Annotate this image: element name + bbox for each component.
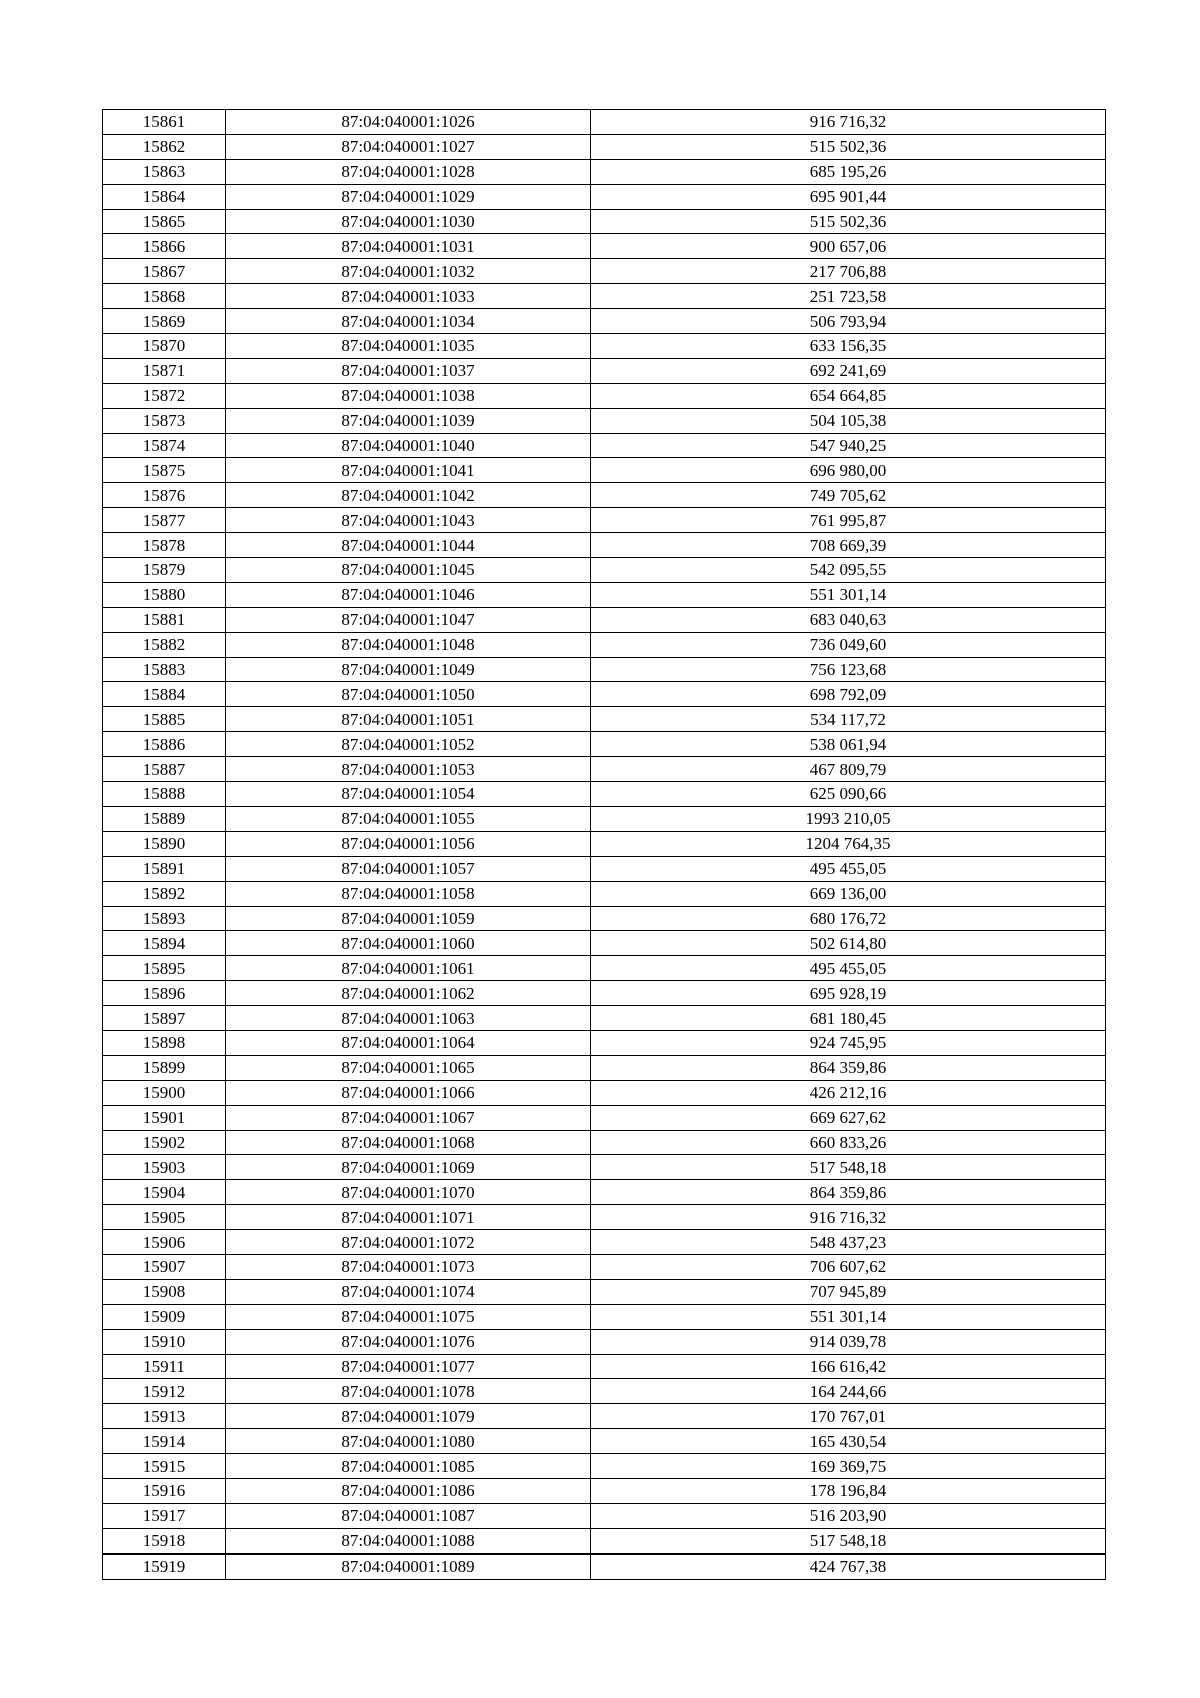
cadastral-value-cell: 534 117,72	[591, 707, 1106, 732]
row-number-cell: 15875	[103, 458, 226, 483]
row-number-cell: 15863	[103, 159, 226, 184]
row-number-cell: 15883	[103, 657, 226, 682]
cadastral-number-cell: 87:04:040001:1043	[226, 508, 591, 533]
row-number-cell: 15895	[103, 956, 226, 981]
cadastral-value-cell: 178 196,84	[591, 1478, 1106, 1503]
cadastral-value-cell: 517 548,18	[591, 1528, 1106, 1553]
table-row	[103, 1379, 1106, 1404]
table-row	[103, 184, 1106, 209]
cadastral-value-cell: 761 995,87	[591, 508, 1106, 533]
table-row	[103, 1055, 1106, 1080]
cadastral-number-cell: 87:04:040001:1060	[226, 931, 591, 956]
cadastral-number-cell: 87:04:040001:1089	[226, 1554, 591, 1579]
cadastral-value-cell: 515 502,36	[591, 209, 1106, 234]
cadastral-value-cell: 669 627,62	[591, 1105, 1106, 1130]
cadastral-value-cell: 707 945,89	[591, 1279, 1106, 1304]
cadastral-number-cell: 87:04:040001:1042	[226, 483, 591, 508]
cadastral-value-cell: 1204 764,35	[591, 831, 1106, 856]
cadastral-value-cell: 517 548,18	[591, 1155, 1106, 1180]
cadastral-value-cell: 706 607,62	[591, 1254, 1106, 1279]
cadastral-number-cell: 87:04:040001:1076	[226, 1329, 591, 1354]
table-row	[103, 582, 1106, 607]
table-row	[103, 831, 1106, 856]
table-row	[103, 1354, 1106, 1379]
cadastral-value-cell: 695 901,44	[591, 184, 1106, 209]
table-row	[103, 1454, 1106, 1479]
cadastral-value-cell: 708 669,39	[591, 533, 1106, 558]
table-row	[103, 1254, 1106, 1279]
row-number-cell: 15877	[103, 508, 226, 533]
row-number-cell: 15893	[103, 906, 226, 931]
row-number-cell: 15904	[103, 1180, 226, 1205]
table-row	[103, 110, 1106, 135]
table-row	[103, 234, 1106, 259]
cadastral-value-cell: 516 203,90	[591, 1503, 1106, 1528]
cadastral-number-cell: 87:04:040001:1066	[226, 1080, 591, 1105]
row-number-cell: 15907	[103, 1254, 226, 1279]
cadastral-number-cell: 87:04:040001:1053	[226, 757, 591, 782]
cadastral-value-cell: 251 723,58	[591, 284, 1106, 309]
cadastral-number-cell: 87:04:040001:1040	[226, 433, 591, 458]
cadastral-value-cell: 669 136,00	[591, 881, 1106, 906]
row-number-cell: 15906	[103, 1230, 226, 1255]
row-number-cell: 15917	[103, 1503, 226, 1528]
cadastral-number-cell: 87:04:040001:1032	[226, 259, 591, 284]
row-number-cell: 15890	[103, 831, 226, 856]
cadastral-number-cell: 87:04:040001:1031	[226, 234, 591, 259]
cadastral-number-cell: 87:04:040001:1064	[226, 1030, 591, 1055]
cadastral-number-cell: 87:04:040001:1071	[226, 1205, 591, 1230]
cadastral-value-cell: 914 039,78	[591, 1329, 1106, 1354]
cadastral-value-cell: 756 123,68	[591, 657, 1106, 682]
row-number-cell: 15898	[103, 1030, 226, 1055]
table-row	[103, 806, 1106, 831]
cadastral-value-cell: 164 244,66	[591, 1379, 1106, 1404]
row-number-cell: 15865	[103, 209, 226, 234]
cadastral-value-cell: 217 706,88	[591, 259, 1106, 284]
cadastral-number-cell: 87:04:040001:1086	[226, 1478, 591, 1503]
cadastral-number-cell: 87:04:040001:1079	[226, 1404, 591, 1429]
row-number-cell: 15901	[103, 1105, 226, 1130]
cadastral-value-cell: 625 090,66	[591, 782, 1106, 807]
cadastral-number-cell: 87:04:040001:1055	[226, 806, 591, 831]
table-row	[103, 358, 1106, 383]
row-number-cell: 15879	[103, 558, 226, 583]
table-row	[103, 981, 1106, 1006]
cadastral-number-cell: 87:04:040001:1041	[226, 458, 591, 483]
cadastral-value-cell: 538 061,94	[591, 732, 1106, 757]
table-row	[103, 782, 1106, 807]
cadastral-number-cell: 87:04:040001:1062	[226, 981, 591, 1006]
cadastral-number-cell: 87:04:040001:1035	[226, 334, 591, 359]
row-number-cell: 15894	[103, 931, 226, 956]
table-body	[103, 110, 1106, 1580]
row-number-cell: 15888	[103, 782, 226, 807]
cadastral-value-cell: 633 156,35	[591, 334, 1106, 359]
cadastral-value-cell: 495 455,05	[591, 856, 1106, 881]
row-number-cell: 15882	[103, 632, 226, 657]
table-row	[103, 1230, 1106, 1255]
cadastral-value-cell: 685 195,26	[591, 159, 1106, 184]
cadastral-value-cell: 916 716,32	[591, 1205, 1106, 1230]
table-row	[103, 1554, 1106, 1579]
table-row	[103, 682, 1106, 707]
cadastral-value-cell: 495 455,05	[591, 956, 1106, 981]
cadastral-number-cell: 87:04:040001:1072	[226, 1230, 591, 1255]
row-number-cell: 15908	[103, 1279, 226, 1304]
cadastral-number-cell: 87:04:040001:1085	[226, 1454, 591, 1479]
table-row	[103, 881, 1106, 906]
cadastral-number-cell: 87:04:040001:1061	[226, 956, 591, 981]
cadastral-value-cell: 504 105,38	[591, 408, 1106, 433]
cadastral-value-cell: 924 745,95	[591, 1030, 1106, 1055]
row-number-cell: 15862	[103, 134, 226, 159]
table-row	[103, 1329, 1106, 1354]
cadastral-value-cell: 696 980,00	[591, 458, 1106, 483]
row-number-cell: 15880	[103, 582, 226, 607]
cadastral-value-cell: 502 614,80	[591, 931, 1106, 956]
table-row	[103, 607, 1106, 632]
row-number-cell: 15869	[103, 309, 226, 334]
row-number-cell: 15899	[103, 1055, 226, 1080]
cadastral-value-cell: 169 369,75	[591, 1454, 1106, 1479]
row-number-cell: 15876	[103, 483, 226, 508]
cadastral-number-cell: 87:04:040001:1063	[226, 1006, 591, 1031]
row-number-cell: 15891	[103, 856, 226, 881]
table-row	[103, 757, 1106, 782]
cadastral-value-cell: 506 793,94	[591, 309, 1106, 334]
cadastral-value-cell: 467 809,79	[591, 757, 1106, 782]
table-row	[103, 1205, 1106, 1230]
cadastral-number-cell: 87:04:040001:1057	[226, 856, 591, 881]
cadastral-value-cell: 165 430,54	[591, 1429, 1106, 1454]
row-number-cell: 15871	[103, 358, 226, 383]
cadastral-value-cell: 660 833,26	[591, 1130, 1106, 1155]
table-row	[103, 134, 1106, 159]
row-number-cell: 15912	[103, 1379, 226, 1404]
table-row	[103, 483, 1106, 508]
table-row	[103, 1528, 1106, 1553]
table-row	[103, 1080, 1106, 1105]
table-row	[103, 159, 1106, 184]
cadastral-number-cell: 87:04:040001:1074	[226, 1279, 591, 1304]
cadastral-value-cell: 698 792,09	[591, 682, 1106, 707]
row-number-cell: 15866	[103, 234, 226, 259]
table-row	[103, 408, 1106, 433]
row-number-cell: 15911	[103, 1354, 226, 1379]
cadastral-value-cell: 900 657,06	[591, 234, 1106, 259]
table-row	[103, 657, 1106, 682]
row-number-cell: 15874	[103, 433, 226, 458]
cadastral-value-cell: 547 940,25	[591, 433, 1106, 458]
row-number-cell: 15914	[103, 1429, 226, 1454]
cadastral-number-cell: 87:04:040001:1049	[226, 657, 591, 682]
cadastral-number-cell: 87:04:040001:1048	[226, 632, 591, 657]
table-row	[103, 1006, 1106, 1031]
cadastral-number-cell: 87:04:040001:1044	[226, 533, 591, 558]
cadastral-number-cell: 87:04:040001:1029	[226, 184, 591, 209]
table-row	[103, 1279, 1106, 1304]
cadastral-number-cell: 87:04:040001:1065	[226, 1055, 591, 1080]
row-number-cell: 15870	[103, 334, 226, 359]
cadastral-value-cell: 683 040,63	[591, 607, 1106, 632]
table-row	[103, 906, 1106, 931]
cadastral-value-cell: 515 502,36	[591, 134, 1106, 159]
table-row	[103, 433, 1106, 458]
cadastral-number-cell: 87:04:040001:1033	[226, 284, 591, 309]
cadastral-value-cell: 681 180,45	[591, 1006, 1106, 1031]
cadastral-number-cell: 87:04:040001:1068	[226, 1130, 591, 1155]
cadastral-value-cell: 749 705,62	[591, 483, 1106, 508]
table-row	[103, 533, 1106, 558]
cadastral-value-cell: 548 437,23	[591, 1230, 1106, 1255]
row-number-cell: 15896	[103, 981, 226, 1006]
cadastral-number-cell: 87:04:040001:1028	[226, 159, 591, 184]
cadastral-value-cell: 695 928,19	[591, 981, 1106, 1006]
table-row	[103, 732, 1106, 757]
table-row	[103, 1503, 1106, 1528]
table-row	[103, 508, 1106, 533]
row-number-cell: 15915	[103, 1454, 226, 1479]
table-row	[103, 1130, 1106, 1155]
table-row	[103, 284, 1106, 309]
row-number-cell: 15886	[103, 732, 226, 757]
table-row	[103, 956, 1106, 981]
cadastral-number-cell: 87:04:040001:1026	[226, 110, 591, 135]
cadastral-value-cell: 542 095,55	[591, 558, 1106, 583]
row-number-cell: 15864	[103, 184, 226, 209]
row-number-cell: 15878	[103, 533, 226, 558]
row-number-cell: 15918	[103, 1528, 226, 1553]
table-row	[103, 1304, 1106, 1329]
row-number-cell: 15919	[103, 1554, 226, 1579]
table-row	[103, 1478, 1106, 1503]
row-number-cell: 15889	[103, 806, 226, 831]
row-number-cell: 15909	[103, 1304, 226, 1329]
table-row	[103, 1105, 1106, 1130]
cadastral-number-cell: 87:04:040001:1088	[226, 1528, 591, 1553]
table-row	[103, 931, 1106, 956]
cadastral-value-table	[102, 109, 1106, 1580]
row-number-cell: 15900	[103, 1080, 226, 1105]
cadastral-number-cell: 87:04:040001:1034	[226, 309, 591, 334]
table-row	[103, 1155, 1106, 1180]
cadastral-number-cell: 87:04:040001:1073	[226, 1254, 591, 1279]
table-row	[103, 856, 1106, 881]
table-row	[103, 458, 1106, 483]
cadastral-number-cell: 87:04:040001:1080	[226, 1429, 591, 1454]
cadastral-number-cell: 87:04:040001:1027	[226, 134, 591, 159]
cadastral-value-cell: 680 176,72	[591, 906, 1106, 931]
row-number-cell: 15868	[103, 284, 226, 309]
table-row	[103, 558, 1106, 583]
table-row	[103, 1429, 1106, 1454]
cadastral-number-cell: 87:04:040001:1070	[226, 1180, 591, 1205]
cadastral-value-cell: 864 359,86	[591, 1055, 1106, 1080]
cadastral-value-cell: 170 767,01	[591, 1404, 1106, 1429]
cadastral-value-cell: 424 767,38	[591, 1554, 1106, 1579]
row-number-cell: 15884	[103, 682, 226, 707]
table-row	[103, 209, 1106, 234]
cadastral-value-cell: 426 212,16	[591, 1080, 1106, 1105]
cadastral-number-cell: 87:04:040001:1038	[226, 383, 591, 408]
row-number-cell: 15881	[103, 607, 226, 632]
table-row	[103, 259, 1106, 284]
row-number-cell: 15887	[103, 757, 226, 782]
cadastral-number-cell: 87:04:040001:1052	[226, 732, 591, 757]
cadastral-number-cell: 87:04:040001:1078	[226, 1379, 591, 1404]
cadastral-number-cell: 87:04:040001:1050	[226, 682, 591, 707]
cadastral-number-cell: 87:04:040001:1069	[226, 1155, 591, 1180]
table-row	[103, 383, 1106, 408]
row-number-cell: 15861	[103, 110, 226, 135]
cadastral-number-cell: 87:04:040001:1030	[226, 209, 591, 234]
cadastral-number-cell: 87:04:040001:1067	[226, 1105, 591, 1130]
cadastral-number-cell: 87:04:040001:1045	[226, 558, 591, 583]
row-number-cell: 15903	[103, 1155, 226, 1180]
cadastral-value-cell: 916 716,32	[591, 110, 1106, 135]
table-row	[103, 334, 1106, 359]
cadastral-value-cell: 692 241,69	[591, 358, 1106, 383]
cadastral-value-cell: 551 301,14	[591, 1304, 1106, 1329]
row-number-cell: 15872	[103, 383, 226, 408]
table-row	[103, 707, 1106, 732]
row-number-cell: 15897	[103, 1006, 226, 1031]
table-row	[103, 1404, 1106, 1429]
row-number-cell: 15867	[103, 259, 226, 284]
cadastral-value-cell: 736 049,60	[591, 632, 1106, 657]
table-row	[103, 309, 1106, 334]
row-number-cell: 15902	[103, 1130, 226, 1155]
row-number-cell: 15873	[103, 408, 226, 433]
cadastral-number-cell: 87:04:040001:1046	[226, 582, 591, 607]
row-number-cell: 15916	[103, 1478, 226, 1503]
cadastral-value-cell: 1993 210,05	[591, 806, 1106, 831]
cadastral-value-cell: 864 359,86	[591, 1180, 1106, 1205]
row-number-cell: 15910	[103, 1329, 226, 1354]
row-number-cell: 15885	[103, 707, 226, 732]
cadastral-number-cell: 87:04:040001:1037	[226, 358, 591, 383]
row-number-cell: 15913	[103, 1404, 226, 1429]
table-row	[103, 632, 1106, 657]
cadastral-value-cell: 166 616,42	[591, 1354, 1106, 1379]
cadastral-number-cell: 87:04:040001:1087	[226, 1503, 591, 1528]
cadastral-number-cell: 87:04:040001:1051	[226, 707, 591, 732]
cadastral-number-cell: 87:04:040001:1059	[226, 906, 591, 931]
cadastral-number-cell: 87:04:040001:1054	[226, 782, 591, 807]
cadastral-value-cell: 551 301,14	[591, 582, 1106, 607]
row-number-cell: 15905	[103, 1205, 226, 1230]
cadastral-number-cell: 87:04:040001:1056	[226, 831, 591, 856]
cadastral-number-cell: 87:04:040001:1058	[226, 881, 591, 906]
cadastral-number-cell: 87:04:040001:1047	[226, 607, 591, 632]
cadastral-number-cell: 87:04:040001:1039	[226, 408, 591, 433]
row-number-cell: 15892	[103, 881, 226, 906]
table-row	[103, 1030, 1106, 1055]
cadastral-value-cell: 654 664,85	[591, 383, 1106, 408]
table-row	[103, 1180, 1106, 1205]
cadastral-number-cell: 87:04:040001:1077	[226, 1354, 591, 1379]
cadastral-number-cell: 87:04:040001:1075	[226, 1304, 591, 1329]
